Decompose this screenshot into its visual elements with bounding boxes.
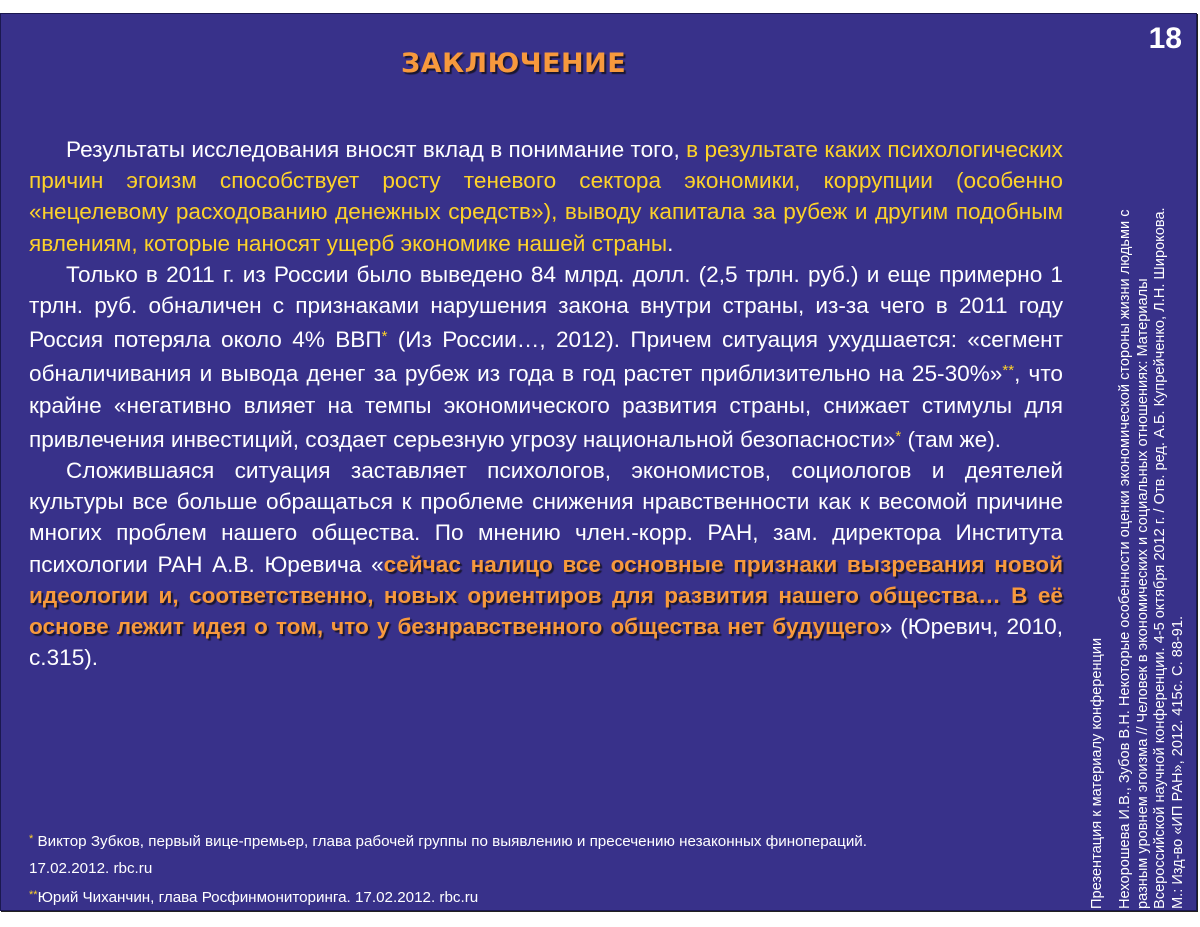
footnote-star: ** bbox=[29, 889, 38, 901]
footnote-1 bbox=[29, 831, 1079, 850]
sidebar-citation bbox=[1089, 109, 1188, 909]
slide-title: ЗАКЛЮЧЕНИЕ bbox=[401, 48, 627, 79]
footnote-marker-2: ** bbox=[1002, 362, 1015, 380]
slide bbox=[0, 13, 1197, 911]
paragraph-2-text-1: Только в 2011 г. из России было выведено 84 млрд. долл. (2,5 трлн. руб.) и еще примерно 1 трлн. руб. обналичен с признаками нарушения закона внутри страны, из-за чего в 2011 году Россия потеряла около 4% ВВП bbox=[29, 261, 1063, 353]
paragraph-1-text: Результаты исследования вносят вклад в понимание того, bbox=[66, 137, 687, 162]
paragraph-2-text-2: (Из России…, 2012). Причем ситуация ухудшается: «сегмент обналичивания и вывода денег за рубеж из года в год растет приблизительно на 25-30%» bbox=[29, 327, 1063, 387]
yurevich-quote: сейчас налицо все основные признаки вызревания новой идеологии и, соответственно, новых ориентиров для развития нашего общества… В её основе лежит идея о том, что у безнравственного общества нет будущего bbox=[29, 551, 1063, 640]
paragraph-3 bbox=[29, 455, 1063, 673]
paragraph-3-text-1: Сложившаяся ситуация заставляет психологов, экономистов, социологов и деятелей культуры все больше обращаться к проблеме снижения нравственности как к весомой причине многих проблем нашего общества. По мнению член.-корр. РАН, зам. директора Института психологии РАН А.В. Юревича « bbox=[29, 458, 1063, 577]
footnote-2 bbox=[29, 887, 1079, 906]
footnote-1-date bbox=[29, 860, 1079, 877]
citation-heading: Презентация к материалу конференции bbox=[1089, 637, 1105, 909]
paragraph-2-text-4: (там же). bbox=[901, 426, 1002, 452]
paragraph-1 bbox=[29, 134, 1063, 259]
citation-line: М.: Изд-во «ИП РАН», 2012. 415с. С. 88-91. bbox=[1170, 615, 1187, 909]
footnotes bbox=[29, 831, 1079, 916]
citation-line: Нехорошева И.В., Зубов В.Н. Некоторые особенности оценки экономической стороны жизни людьми с bbox=[1116, 209, 1133, 909]
footnote-star: * bbox=[29, 833, 34, 845]
paragraph-3-text-2: » (Юревич, 2010, с.315). bbox=[29, 614, 1064, 671]
paragraph-1-highlight: в результате каких психологических причин эгоизм способствует росту теневого сектора экономики, коррупции (особенно «нецелевому расходованию денежных средств»), выводу капитала за рубеж и другим подобным явлениям, которые наносят ущерб экономике нашей страны bbox=[29, 137, 1063, 256]
paragraph-1-end: . bbox=[667, 230, 674, 256]
footnote-text: Виктор Зубков, первый вице-премьер, глава рабочей группы по выявлению и пресечению незаконных финопераций. bbox=[33, 833, 868, 850]
paragraph-2-text-3: , что крайне «негативно влияет на темпы экономического развития страны, снижает стимулы для привлечения инвестиций, создает серьезную угрозу национальной безопасности» bbox=[29, 361, 1063, 452]
footnote-marker-3: * bbox=[895, 427, 902, 445]
footnote-text: Юрий Чиханчин, глава Росфинмониторинга. 17.02.2012. rbc.ru bbox=[37, 889, 479, 906]
slide-body bbox=[29, 134, 1063, 673]
citation-line: разным уровнем эгоизма // Человек в экономических и социальных отношениях: Материалы bbox=[1134, 278, 1151, 909]
paragraph-2 bbox=[29, 259, 1063, 455]
citation-line: Всероссийской научной конференции. 4-5 октября 2012 г. / Отв. ред. А.Б. Купрейченко, Л.Н. Широкова. bbox=[1152, 207, 1169, 909]
footnote-text: 17.02.2012. rbc.ru bbox=[29, 860, 153, 877]
page-number: 18 bbox=[1148, 22, 1182, 55]
footnote-marker-1: * bbox=[381, 328, 388, 346]
